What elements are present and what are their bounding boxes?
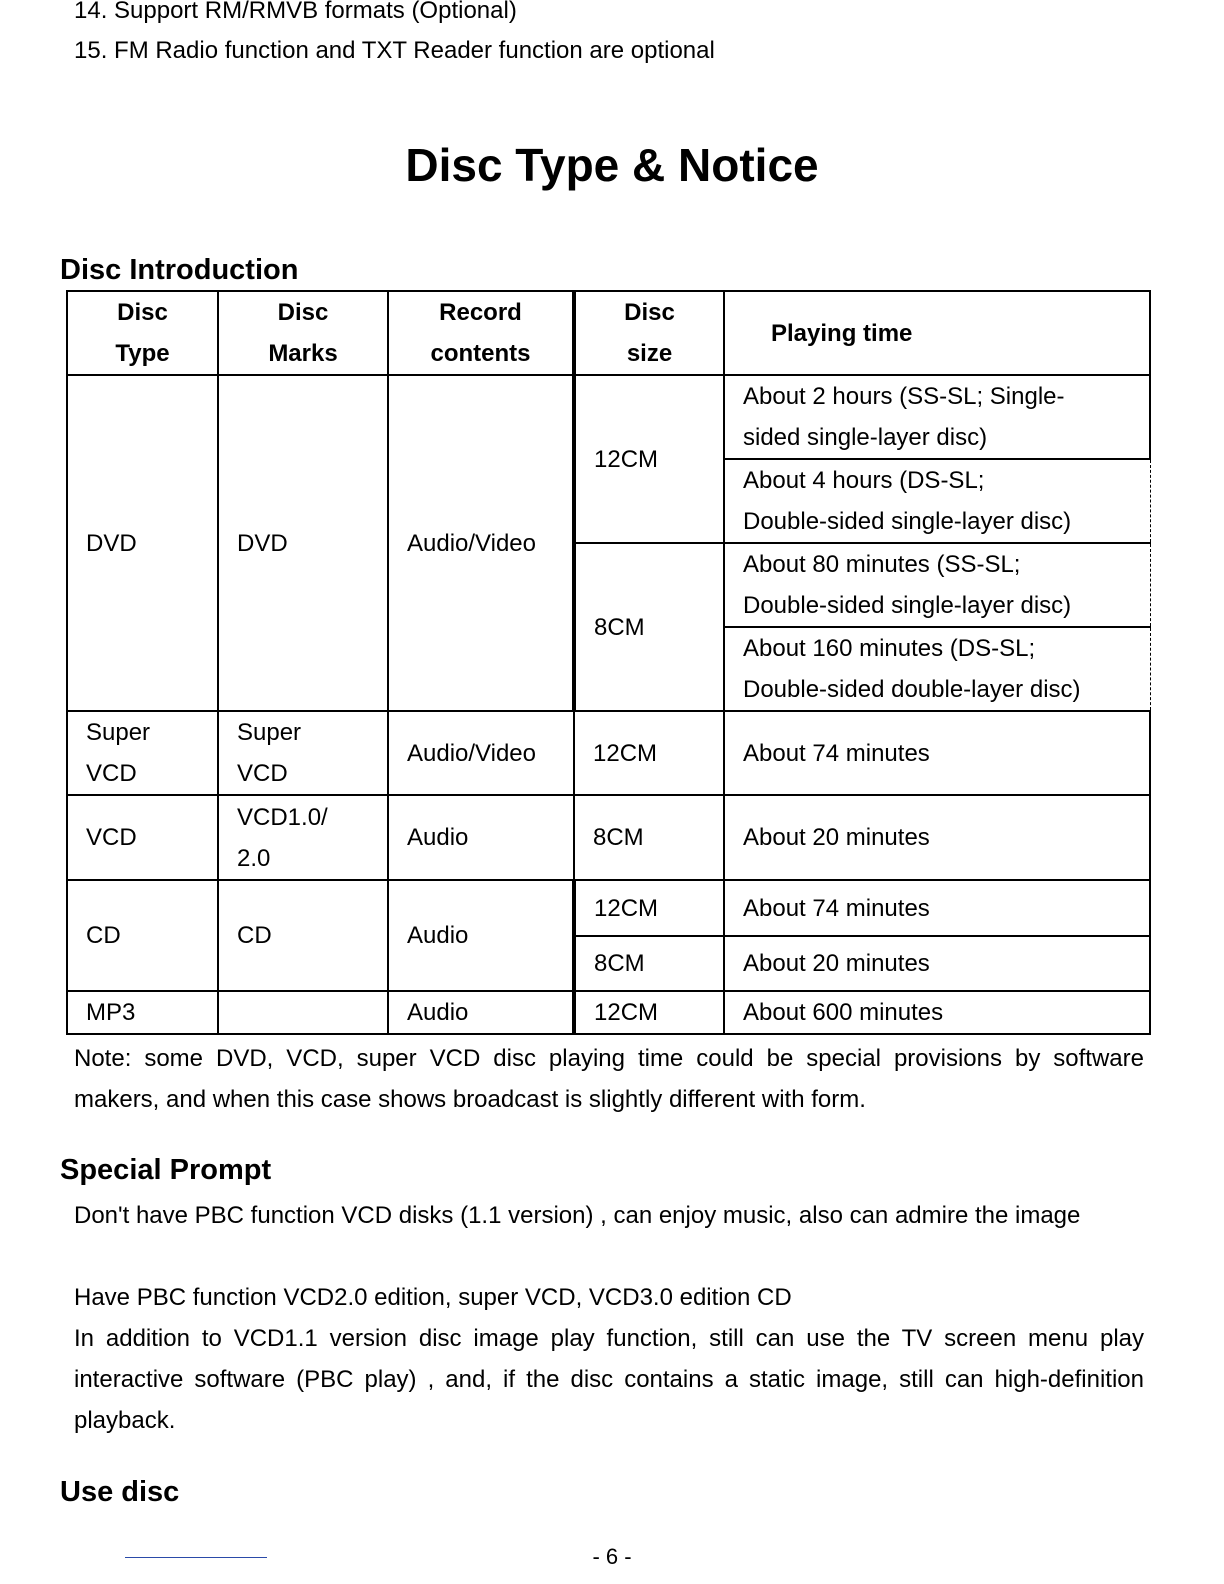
header-disc-type: Disc Type (67, 291, 218, 375)
cell-dvd-time-4: About 160 minutes (DS-SL; Double-sided double-layer disc) (724, 627, 1150, 711)
disc-introduction-table (66, 290, 1151, 1035)
special-prompt-paragraph-2: Have PBC function VCD2.0 edition, super VCD, VCD3.0 edition CD (74, 1284, 792, 1311)
cell-dvd-size-12: 12CM (574, 375, 724, 543)
table-row (67, 880, 1150, 936)
page-title: Disc Type & Notice (405, 139, 819, 191)
cell-svcd-time: About 74 minutes (724, 711, 1150, 795)
cell-cd-record: Audio (388, 880, 574, 991)
table-row (67, 711, 1150, 795)
cell-mp3-type: MP3 (67, 991, 218, 1034)
cell-vcd-marks: VCD1.0/ 2.0 (218, 795, 388, 880)
cell-cd-type: CD (67, 880, 218, 991)
cell-dvd-marks: DVD (218, 375, 388, 711)
cell-vcd-size: 8CM (574, 795, 724, 880)
special-prompt-heading: Special Prompt (60, 1154, 272, 1186)
cell-mp3-time: About 600 minutes (724, 991, 1150, 1034)
cell-cd-time-8: About 20 minutes (724, 936, 1150, 991)
page-number: - 6 - (592, 1544, 632, 1569)
cell-mp3-marks (218, 991, 388, 1034)
table-row (67, 375, 1150, 459)
table-row (67, 991, 1150, 1034)
cell-svcd-type: Super VCD (67, 711, 218, 795)
cell-cd-size-8: 8CM (574, 936, 724, 991)
cell-dvd-record: Audio/Video (388, 375, 574, 711)
cell-cd-size-12: 12CM (574, 880, 724, 936)
cell-svcd-marks: Super VCD (218, 711, 388, 795)
cell-cd-marks: CD (218, 880, 388, 991)
cell-vcd-time: About 20 minutes (724, 795, 1150, 880)
special-prompt-paragraph-3: In addition to VCD1.1 version disc image play function, still can use the TV screen menu play interactive software (PBC play) , and, if the disc contains a static image, still can high-definition playback. (74, 1325, 1144, 1434)
note-paragraph: Note: some DVD, VCD, super VCD disc playing time could be special provisions by software makers, and when this case shows broadcast is slightly different with form. (74, 1045, 1144, 1113)
special-prompt-paragraph-1: Don't have PBC function VCD disks (1.1 version) , can enjoy music, also can admire the image (74, 1202, 1081, 1229)
table-header-row (67, 291, 1150, 375)
header-record-contents: Record contents (388, 291, 574, 375)
table-row (67, 795, 1150, 880)
cell-dvd-time-2: About 4 hours (DS-SL; Double-sided single-layer disc) (724, 459, 1150, 543)
header-disc-marks: Disc Marks (218, 291, 388, 375)
header-disc-size: Disc size (574, 291, 724, 375)
cell-mp3-record: Audio (388, 991, 574, 1034)
use-disc-heading: Use disc (60, 1476, 180, 1508)
header-playing-time: Playing time (724, 291, 1150, 375)
list-item-14: 14. Support RM/RMVB formats (Optional) (74, 0, 517, 24)
cell-svcd-size: 12CM (574, 711, 724, 795)
cell-dvd-type: DVD (67, 375, 218, 711)
cell-dvd-size-8: 8CM (574, 543, 724, 711)
cell-cd-time-12: About 74 minutes (724, 880, 1150, 936)
cell-dvd-time-1: About 2 hours (SS-SL; Single- sided single-layer disc) (724, 375, 1150, 459)
cell-mp3-size: 12CM (574, 991, 724, 1034)
cell-vcd-type: VCD (67, 795, 218, 880)
cell-dvd-time-3: About 80 minutes (SS-SL; Double-sided single-layer disc) (724, 543, 1150, 627)
list-item-15: 15. FM Radio function and TXT Reader function are optional (74, 37, 715, 64)
cell-vcd-record: Audio (388, 795, 574, 880)
disc-introduction-heading: Disc Introduction (60, 254, 299, 286)
cell-svcd-record: Audio/Video (388, 711, 574, 795)
